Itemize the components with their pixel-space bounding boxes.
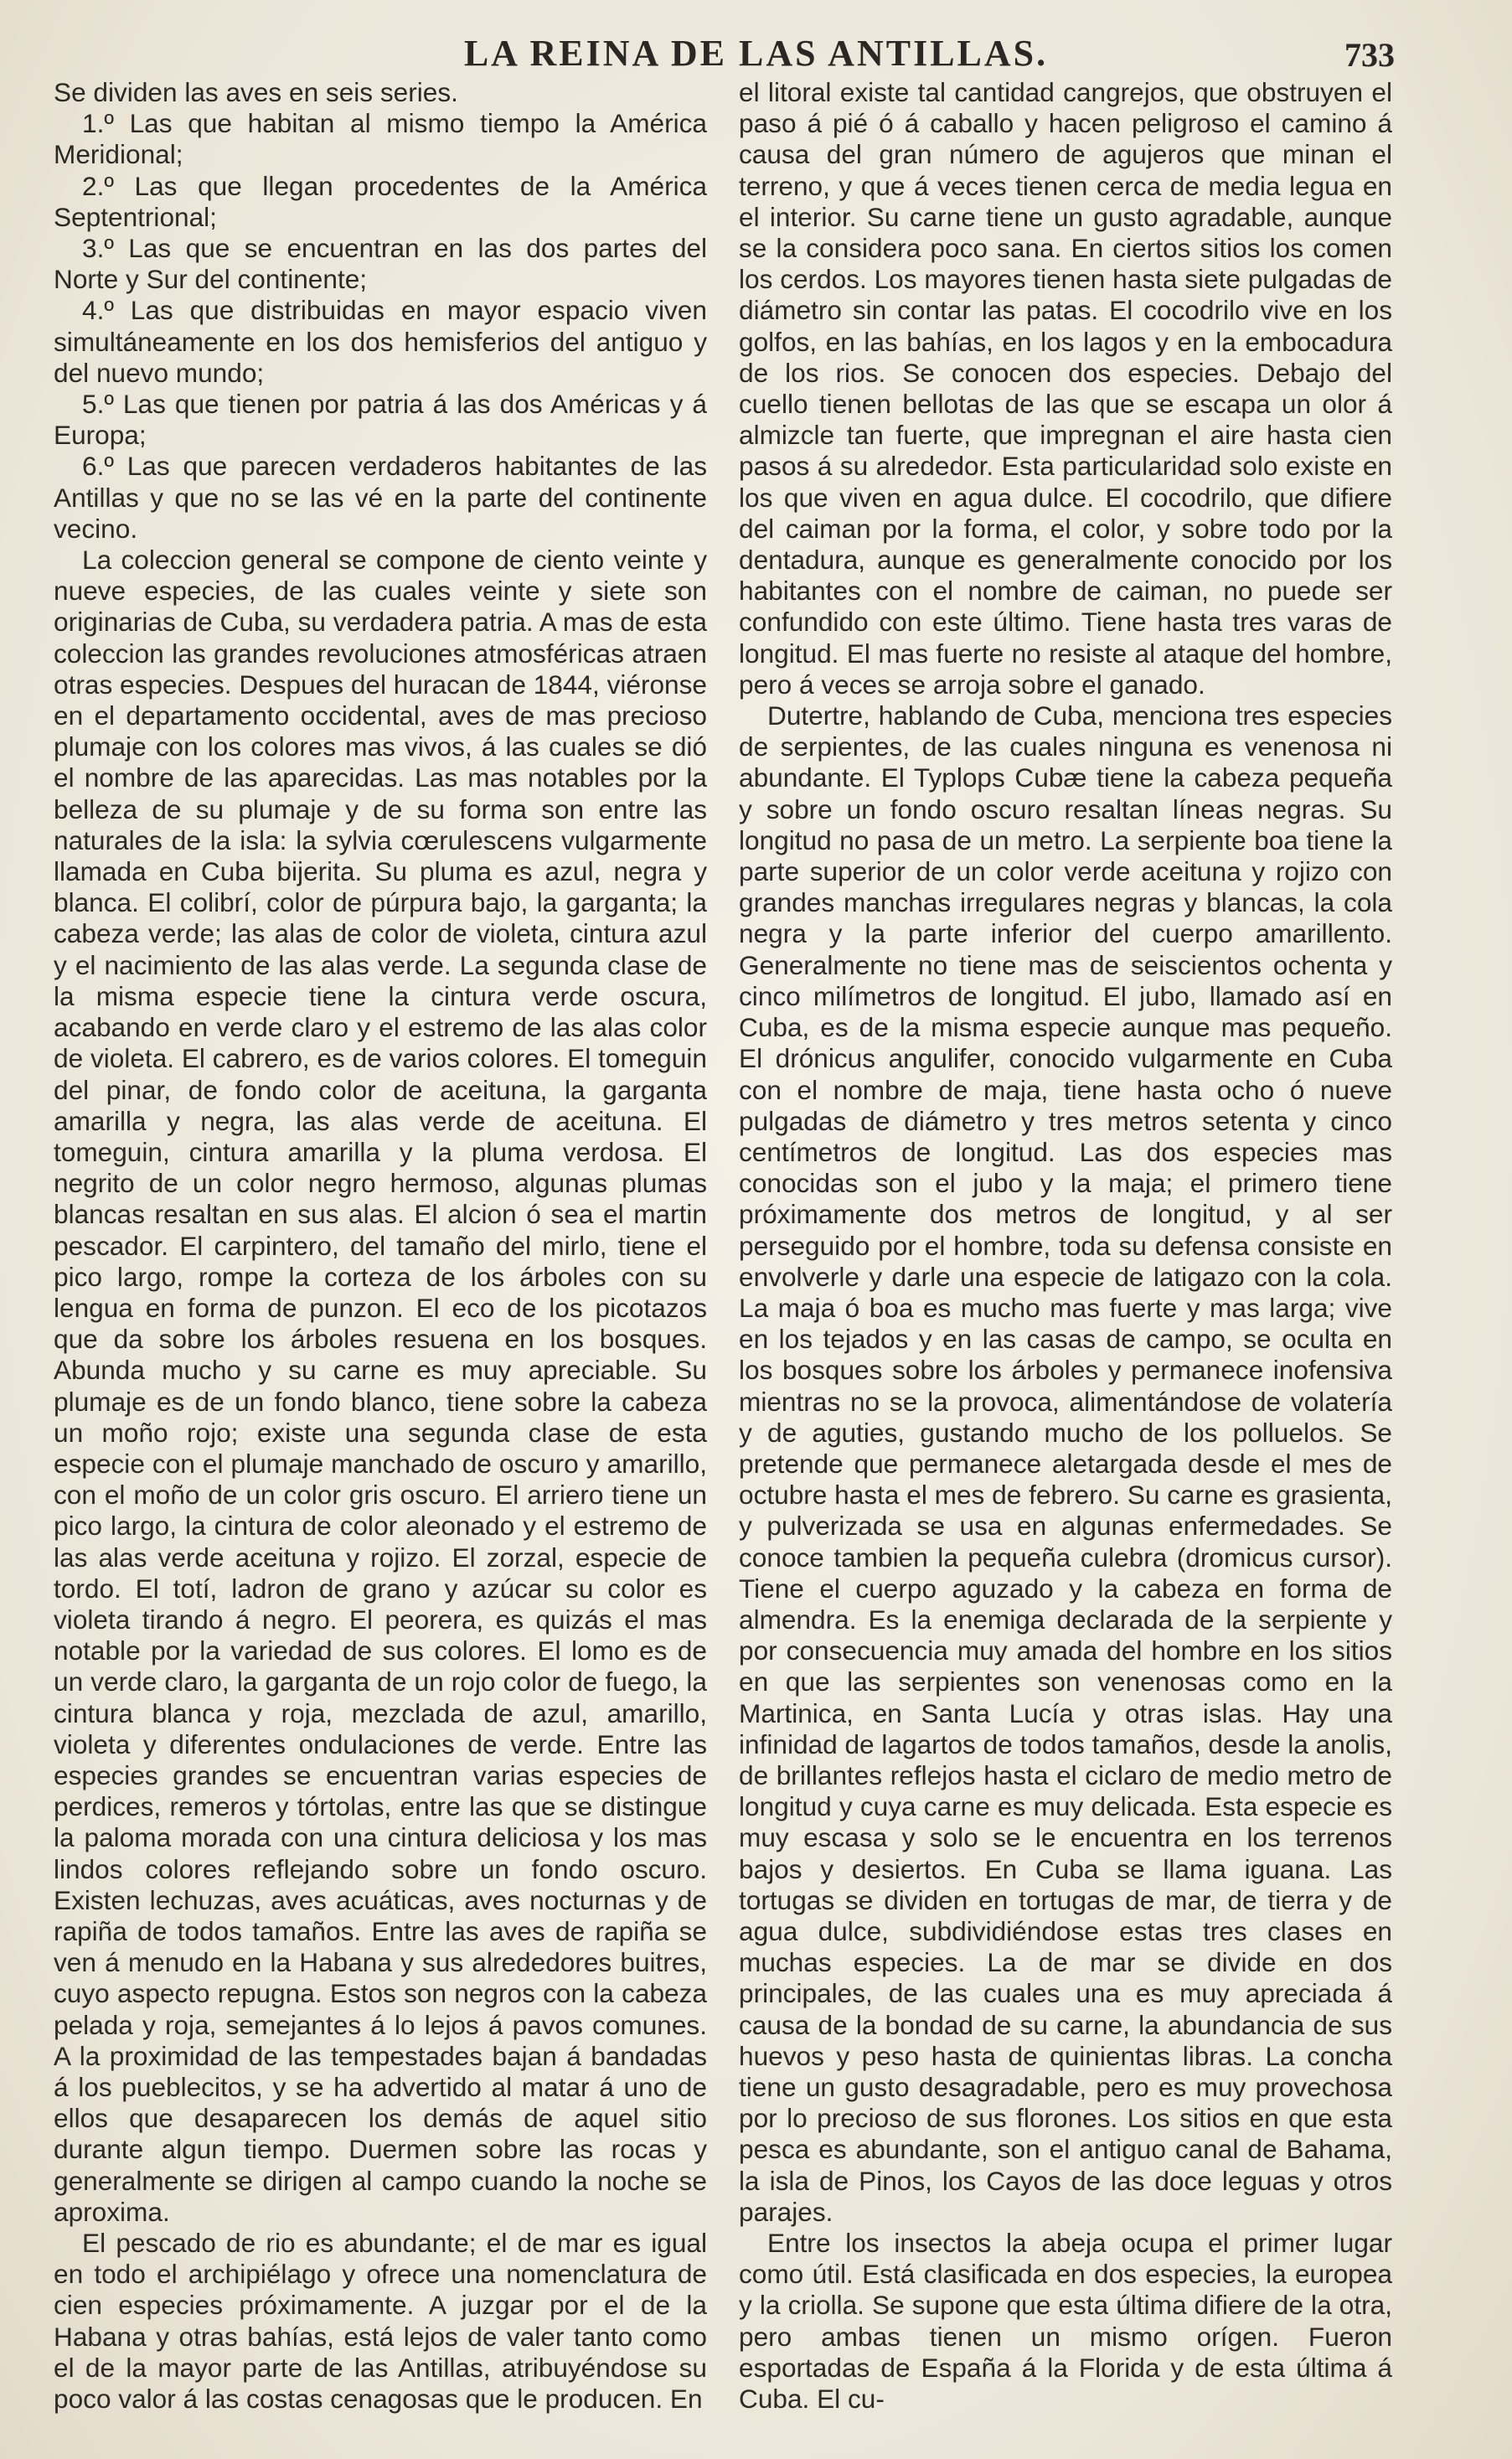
right-column [739, 77, 1392, 2415]
list-item: 2.º Las que llegan procedentes de la América Septentrional; [54, 170, 707, 232]
list-item: 6.º Las que parecen verdaderos habitantes de las Antillas y que no se las vé en la parte del continente vecino. [54, 451, 707, 544]
list-item: 4.º Las que distribuidas en mayor espacio viven simultáneamente en los dos hemisferios del antiguo y del nuevo mundo; [54, 295, 707, 388]
paragraph: La coleccion general se compone de ciento veinte y nueve especies, de las cuales veinte y siete son originarias de Cuba, su verdadera patria. A mas de esta coleccion las grandes revoluciones atmosféricas atraen otras especies. Despues del huracan de 1844, viéronse en el departamento occidental, aves de mas precioso plumaje con los colores mas vivos, á las cuales se dió el nombre de las aparecidas. Las mas notables por la belleza de su plumaje y de su forma son entre las naturales de la isla: la sylvia cœrulescens vulgarmente llamada en Cuba bijerita. Su pluma es azul, negra y blanca. El colibrí, color de púrpura bajo, la garganta; la cabeza verde; las alas de color de violeta, cintura azul y el nacimiento de las alas verde. La segunda clase de la misma especie tiene la cintura verde oscura, acabando en verde claro y el estremo de las alas color de violeta. El cabrero, es de varios colores. El tomeguin del pinar, de fondo color de aceituna, la garganta amarilla y negra, las alas verde de aceituna. El tomeguin, cintura amarilla y la pluma verdosa. El negrito de un color negro hermoso, algunas plumas blancas resaltan en sus alas. El alcion ó sea el martin pescador. El carpintero, del tamaño del mirlo, tiene el pico largo, rompe la corteza de los árboles con su lengua en forma de punzon. El eco de los picotazos que da sobre los árboles resuena en los bosques. Abunda mucho y su carne es muy apreciable. Su plumaje es de un fondo blanco, tiene sobre la cabeza un moño rojo; existe una segunda clase de esta especie con el plumaje manchado de oscuro y amarillo, con el moño de un color gris oscuro. El arriero tiene un pico largo, la cintura de color aleonado y el estremo de las alas verde aceituna y rojizo. El zorzal, especie de tordo. El totí, ladron de grano y azúcar su color es violeta tirando á negro. El peorera, es quizás el mas notable por la variedad de sus colores. El lomo es de un verde claro, la garganta de un rojo color de fuego, la cintura blanca y roja, mezclada de azul, amarillo, violeta y diferentes ondulaciones de verde. Entre las especies grandes se encuentran varias especies de perdices, remeros y tórtolas, entre las que se distingue la paloma morada con una cintura deliciosa y los mas lindos colores reflejando sobre un fondo oscuro. Existen lechuzas, aves acuáticas, aves nocturnas y de rapiña de todos tamaños. Entre las aves de rapiña se ven á menudo en la Habana y sus alrededores buitres, cuyo aspecto repugna. Estos son negros con la cabeza pelada y roja, semejantes á lo lejos á pavos comunes. A la proximidad de las tempestades bajan á bandadas á los pueblecitos, y se ha advertido al matar á uno de ellos que desaparecen los demás de aquel sitio durante algun tiempo. Duermen sobre las rocas y generalmente se dirigen al campo cuando la noche se aproxima. [54, 545, 707, 2227]
page-header [0, 32, 1512, 82]
paragraph: Dutertre, hablando de Cuba, menciona tres especies de serpientes, de las cuales ninguna es venenosa ni abundante. El Typlops Cubæ tiene la cabeza pequeña y sobre un fondo oscuro resaltan líneas negras. Su longitud no pasa de un metro. La serpiente boa tiene la parte superior de un color verde aceituna y rojizo con grandes manchas irregulares negras y blancas, la cola negra y la parte inferior del cuerpo amarillento. Generalmente no tiene mas de seiscientos ochenta y cinco milímetros de longitud. El jubo, llamado así en Cuba, es de la misma especie aunque mas pequeño. El drónicus angulifer, conocido vulgarmente en Cuba con el nombre de maja, tiene hasta ocho ó nueve pulgadas de diámetro y tres metros setenta y cinco centímetros de longitud. Las dos especies mas conocidas son el jubo y la maja; el primero tiene próximamente dos metros de longitud, y al ser perseguido por el hombre, toda su defensa consiste en envolverle y darle una especie de latigazo con la cola. La maja ó boa es mucho mas fuerte y mas larga; vive en los tejados y en las casas de campo, se oculta en los bosques sobre los árboles y permanece inofensiva mientras no se la provoca, alimentándose de volatería y de aguties, gustando mucho de los polluelos. Se pretende que permanece aletargada desde el mes de octubre hasta el mes de febrero. Su carne es grasienta, y pulverizada se usa en algunas enfermedades. Se conoce tambien la pequeña culebra (dromicus cursor). Tiene el cuerpo aguzado y la cabeza en forma de almendra. Es la enemiga declarada de la serpiente y por consecuencia muy amada del hombre en los sitios en que las serpientes son venenosas como en la Martinica, en Santa Lucía y otras islas. Hay una infinidad de lagartos de todos tamaños, desde la anolis, de brillantes reflejos hasta el ciclaro de medio metro de longitud y cuya carne es muy delicada. Esta especie es muy escasa y solo se le encuentra en los terrenos bajos y desiertos. En Cuba se llama iguana. Las tortugas se dividen en tortugas de mar, de tierra y de agua dulce, subdividiéndose estas tres clases en muchas especies. La de mar se divide en dos principales, de las cuales una es muy apreciada á causa de la bondad de su carne, la abundancia de sus huevos y peso hasta de quinientas libras. La concha tiene un gusto desagradable, pero es muy provechosa por lo precioso de sus florones. Los sitios en que esta pesca es abundante, son el antiguo canal de Bahama, la isla de Pinos, los Cayos de las doce leguas y otros parajes. [739, 700, 1392, 2227]
paragraph: Se dividen las aves en seis series. [54, 77, 458, 107]
paragraph: El pescado de rio es abundante; el de mar es igual en todo el archipiélago y ofrece una nomenclatura de cien especies próximamente. A juzgar por el de la Habana y otras bahías, está lejos de valer tanto como el de la mayor parte de las Antillas, atribuyéndose su poco valor á las costas cenagosas que le producen. En [54, 2228, 707, 2415]
page-number: 733 [1344, 36, 1395, 74]
running-head: LA REINA DE LAS ANTILLAS. [463, 33, 1049, 74]
list-item: 3.º Las que se encuentran en las dos partes del Norte y Sur del continente; [54, 233, 707, 295]
paragraph: el litoral existe tal cantidad cangrejos, que obstruyen el paso á pié ó á caballo y hacen peligroso el camino á causa del gran número de agujeros que minan el terreno, y que á veces tienen cerca de media legua en el interior. Su carne tiene un gusto agradable, aunque se la considera poco sana. En ciertos sitios los comen los cerdos. Los mayores tienen hasta siete pulgadas de diámetro sin contar las patas. El cocodrilo vive en los golfos, en las bahías, en los lagos y en la embocadura de los rios. Se conocen dos especies. Debajo del cuello tienen bellotas de las que se escapa un olor á almizcle tan fuerte, que impregnan el aire hasta cien pasos á su alrededor. Esta particularidad solo existe en los que viven en agua dulce. El cocodrilo, que difiere del caiman por la forma, el color, y sobre todo por la dentadura, aunque es generalmente conocido por los habitantes con el nombre de caiman, no puede ser confundido con este último. Tiene hasta tres varas de longitud. El mas fuerte no resiste al ataque del hombre, pero á veces se arroja sobre el ganado. [739, 77, 1392, 700]
left-column [54, 77, 707, 2415]
list-item: 5.º Las que tienen por patria á las dos Américas y á Europa; [54, 389, 707, 451]
list-item: 1.º Las que habitan al mismo tiempo la América Meridional; [54, 108, 707, 170]
paragraph: Entre los insectos la abeja ocupa el primer lugar como útil. Está clasificada en dos especies, la europea y la criolla. Se supone que esta última difiere de la otra, pero ambas tienen un mismo orígen. Fueron esportadas de España á la Florida y de esta última á Cuba. El cu- [739, 2228, 1392, 2415]
